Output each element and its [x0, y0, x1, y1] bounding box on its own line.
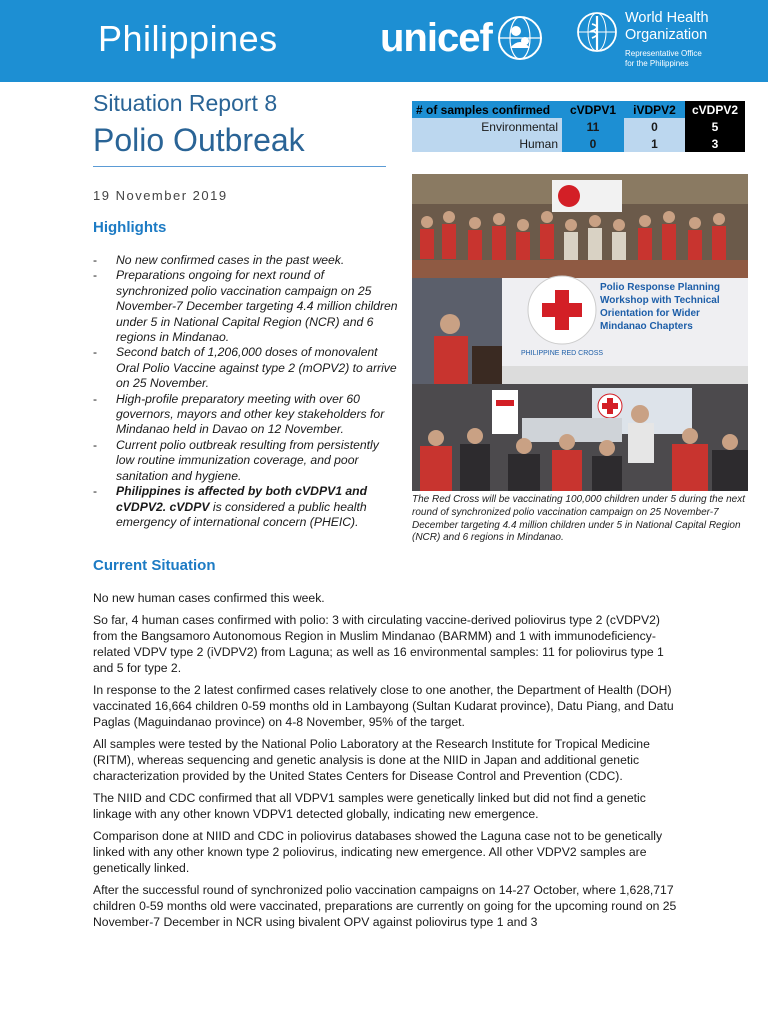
who-name-line2: Organization	[625, 27, 708, 43]
unicef-emblem-icon	[496, 14, 544, 62]
table-cell: 1	[624, 135, 685, 152]
who-name-line1: World Health	[625, 10, 709, 26]
country-title: Philippines	[98, 18, 278, 59]
paragraph: So far, 4 human cases confirmed with polio: 3 with circulating vaccine-derived poliovirus type 2 (cVDPV2) from the Bangsamoro Autonomous Region in Muslim Mindanao (BARMM) and 1 with immunodeficiency-related VDPV type 2 (iVDPV2) from Laguna; as well as 16 environmental samples: 11 for poliovirus type 1 and 5 for type 2.	[93, 613, 664, 675]
report-number: Situation Report 8	[93, 90, 278, 116]
photo-banner-line3: Orientation for Wider	[600, 308, 700, 319]
highlight-text: No new confirmed cases in the past week.	[116, 253, 345, 267]
highlight-text: Preparations ongoing for next round of synchronized polio vaccination campaign on 25 November-7 December targeting 4.4 million children under 5 in National Capital Region (NCR) and 6 regions in Mindanao.	[116, 268, 398, 345]
table-cell: 3	[685, 135, 745, 152]
list-item	[93, 484, 398, 530]
photo-org-text: PHILIPPINE RED CROSS	[520, 350, 604, 357]
table-row	[412, 118, 745, 135]
who-emblem-icon	[575, 10, 619, 54]
paragraph: In response to the 2 latest confirmed cases relatively close to one another, the Department of Health (DOH) vaccinated 16,664 children 0-59 months old in Lambayong (Sultan Kudarat province), Datu Piang, and Datu Paglas (Maguindanao province) on 4-8 November, 95% of the target.	[93, 683, 674, 729]
list-item	[93, 438, 398, 484]
table-cell: 5	[685, 118, 745, 135]
who-sub-line1: Representative Office	[625, 49, 702, 58]
samples-table	[412, 101, 745, 152]
highlights-list	[93, 253, 398, 530]
table-row-label: Human	[412, 135, 562, 152]
header-band	[0, 0, 768, 82]
highlights-heading: Highlights	[93, 219, 167, 236]
table-cell: 11	[562, 118, 624, 135]
table-header-cell: # of samples confirmed	[412, 101, 562, 118]
paragraph: All samples were tested by the National Polio Laboratory at the Research Institute for Tropical Medicine (RITM), whereas sequencing and genetic analysis is done at the NIID in Japan and additional genetic characterization provided by the United States Centers for Disease Control and Prevention (CDC).	[93, 737, 650, 783]
unicef-logo	[380, 14, 544, 62]
who-text-block	[625, 10, 709, 69]
paragraph: Comparison done at NIID and CDC in poliovirus databases showed the Laguna case not to be genetically linked with any other known type 2 poliovirus, indicating new emergence. All other VDPV2 samples are genetically linked.	[93, 829, 663, 875]
table-row-label: Environmental	[412, 118, 562, 135]
photo-banner-line1: Polio Response Planning	[600, 282, 721, 293]
current-situation-body	[93, 590, 678, 936]
paragraph: After the successful round of synchronized polio vaccination campaigns on 14-27 October, where 1,628,717 children 0-59 months old were vaccinated, preparations are currently on going for the upcoming round on 25 November-7 December in NCR using bivalent OPV against poliovirus type 1 and 3	[93, 883, 677, 929]
who-sub-line2: for the Philippines	[625, 59, 689, 68]
paragraph: The NIID and CDC confirmed that all VDPV1 samples were genetically linked but did not find a genetic linkage with any other known VDPV1 detected globally, indicating new emergence.	[93, 791, 646, 821]
photo-banner-line2: Workshop with Technical	[600, 295, 720, 306]
list-item	[93, 345, 398, 391]
highlight-text: Current polio outbreak resulting from persistently low routine immunization coverage, and poor sanitation and hygiene.	[116, 437, 379, 483]
report-date: 19 November 2019	[93, 188, 228, 203]
current-situation-heading: Current Situation	[93, 557, 216, 574]
highlight-text: High-profile preparatory meeting with over 60 governors, mayors and other key stakeholders for Mindanao held in Davao on 12 November.	[116, 391, 385, 437]
highlight-bold-text: Philippines is affected by both cVDPV1 and cVDPV2. cVDPV	[116, 484, 368, 514]
list-item	[93, 392, 398, 438]
highlight-text: Second batch of 1,206,000 doses of monovalent Oral Polio Vaccine against type 2 (mOPV2) to arrive on 25 November.	[116, 345, 397, 391]
table-header-cell: iVDPV2	[624, 101, 685, 118]
paragraph: No new human cases confirmed this week.	[93, 591, 325, 605]
title-divider	[93, 166, 386, 167]
table-header-cell: cVDPV1	[562, 101, 624, 118]
table-row	[412, 135, 745, 152]
table-cell: 0	[624, 118, 685, 135]
highlight-text: is considered a public health emergency of international concern (PHEIC).	[116, 499, 367, 529]
list-item	[93, 253, 398, 268]
photo-caption: The Red Cross will be vaccinating 100,000 children under 5 during the next round of synchronized polio vaccination campaign on 25 November-7 December targeting 4.4 million children under 5 in National Capital Region (NCR) and 6 regions in Mindanao.	[412, 494, 745, 544]
table-header-row	[412, 101, 745, 118]
workshop-photo	[412, 174, 748, 491]
photo-collage	[412, 174, 748, 491]
table-cell: 0	[562, 135, 624, 152]
list-item	[93, 268, 398, 345]
who-logo	[575, 10, 709, 69]
table-header-cell: cVDPV2	[685, 101, 745, 118]
unicef-wordmark: unicef	[380, 15, 492, 60]
page-title: Polio Outbreak	[93, 122, 305, 158]
photo-banner-line4: Mindanao Chapters	[600, 321, 693, 332]
